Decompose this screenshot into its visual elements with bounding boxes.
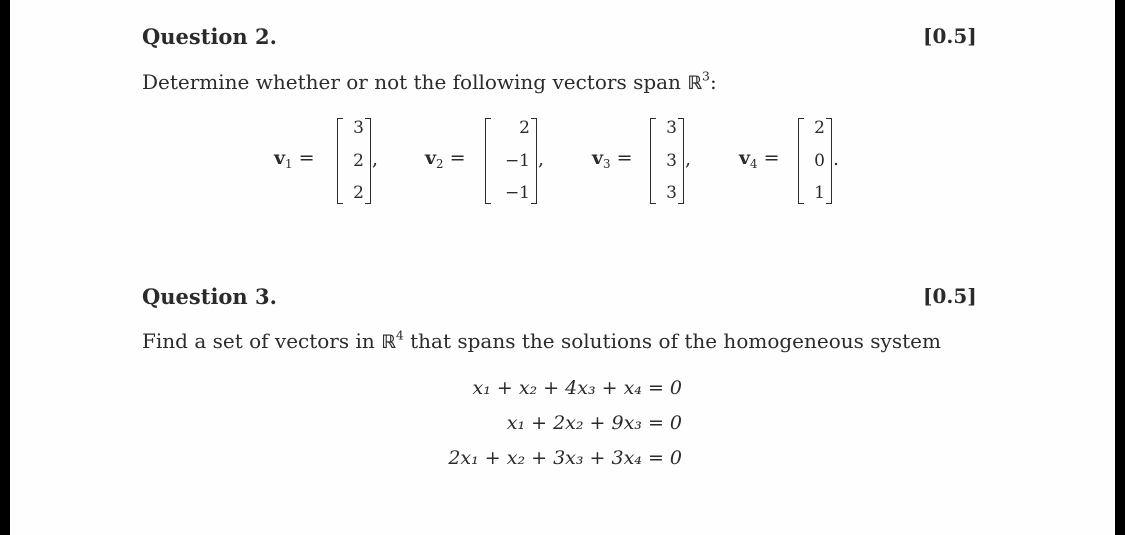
vector-3-entry: 3 — [666, 150, 677, 171]
question-2-space-exponent: 3 — [702, 68, 710, 84]
question-3-prompt-before: Find a set of vectors in — [142, 329, 375, 353]
vector-2-subscript: 2 — [436, 157, 444, 172]
question-2-heading: Question 2. — [142, 24, 277, 49]
vector-2-entry: −1 — [504, 183, 530, 203]
equation-1: x₁ + x₂ + 4x₃ + x₄ = 0 — [472, 377, 682, 399]
document-page — [10, 0, 1115, 535]
vector-2-label: $v_2$ = — [425, 147, 466, 172]
equation-2: x₁ + 2x₂ + 9x₃ = 0 — [506, 412, 682, 434]
vector-2-entry: −1 — [504, 150, 530, 171]
question-2-space-symbol: ℝ — [687, 73, 703, 94]
vector-1-name: v — [274, 147, 286, 169]
vector-1-entry: 2 — [353, 183, 364, 203]
vector-4-label: $v_4$ = — [739, 147, 780, 172]
equation-3: 2x₁ + x₂ + 3x₃ + 3x₄ = 0 — [448, 447, 682, 469]
vector-1-entry: 3 — [353, 118, 364, 138]
vector-4-entry: 2 — [814, 118, 825, 138]
vector-1-separator: , — [372, 148, 379, 170]
vector-1-label: $v_1$ = — [274, 147, 315, 172]
question-3-space-exponent: 4 — [395, 327, 404, 343]
vector-4-separator: . — [833, 148, 840, 170]
vector-3-subscript: 3 — [603, 157, 611, 172]
vector-3-label: $v_3$ = — [592, 147, 633, 172]
vector-3-entry: 3 — [666, 183, 677, 203]
vector-4-entry: 0 — [814, 150, 825, 171]
vector-4-entry: 1 — [814, 183, 825, 203]
question-3-score: [0.5] — [923, 284, 977, 308]
vector-2-matrix — [485, 118, 537, 204]
vector-1-subscript: 1 — [285, 157, 293, 172]
question-3-prompt-after: that spans the solutions of the homogeneous system — [410, 329, 941, 353]
question-3-space-symbol: ℝ — [381, 332, 396, 353]
vector-1-entry: 2 — [353, 150, 364, 171]
question-2-score: [0.5] — [923, 24, 977, 48]
vector-3-separator: , — [685, 148, 692, 170]
vector-3-entry: 3 — [666, 118, 677, 138]
question-3-prompt — [142, 329, 941, 353]
question-2-prompt-text: Determine whether or not the following vectors span — [142, 70, 681, 94]
vector-3-name: v — [592, 147, 604, 169]
vector-4-subscript: 4 — [750, 157, 758, 172]
vector-4-name: v — [739, 147, 751, 169]
vector-2-separator: , — [538, 148, 545, 170]
vector-2-entry: 2 — [519, 118, 530, 138]
question-2-prompt — [142, 70, 717, 94]
vector-1-matrix — [337, 118, 371, 204]
vector-2-name: v — [425, 147, 437, 169]
vector-3-matrix — [650, 118, 684, 204]
question-3-heading: Question 3. — [142, 284, 277, 309]
question-2-prompt-colon: : — [709, 70, 717, 94]
vector-4-matrix — [798, 118, 832, 204]
